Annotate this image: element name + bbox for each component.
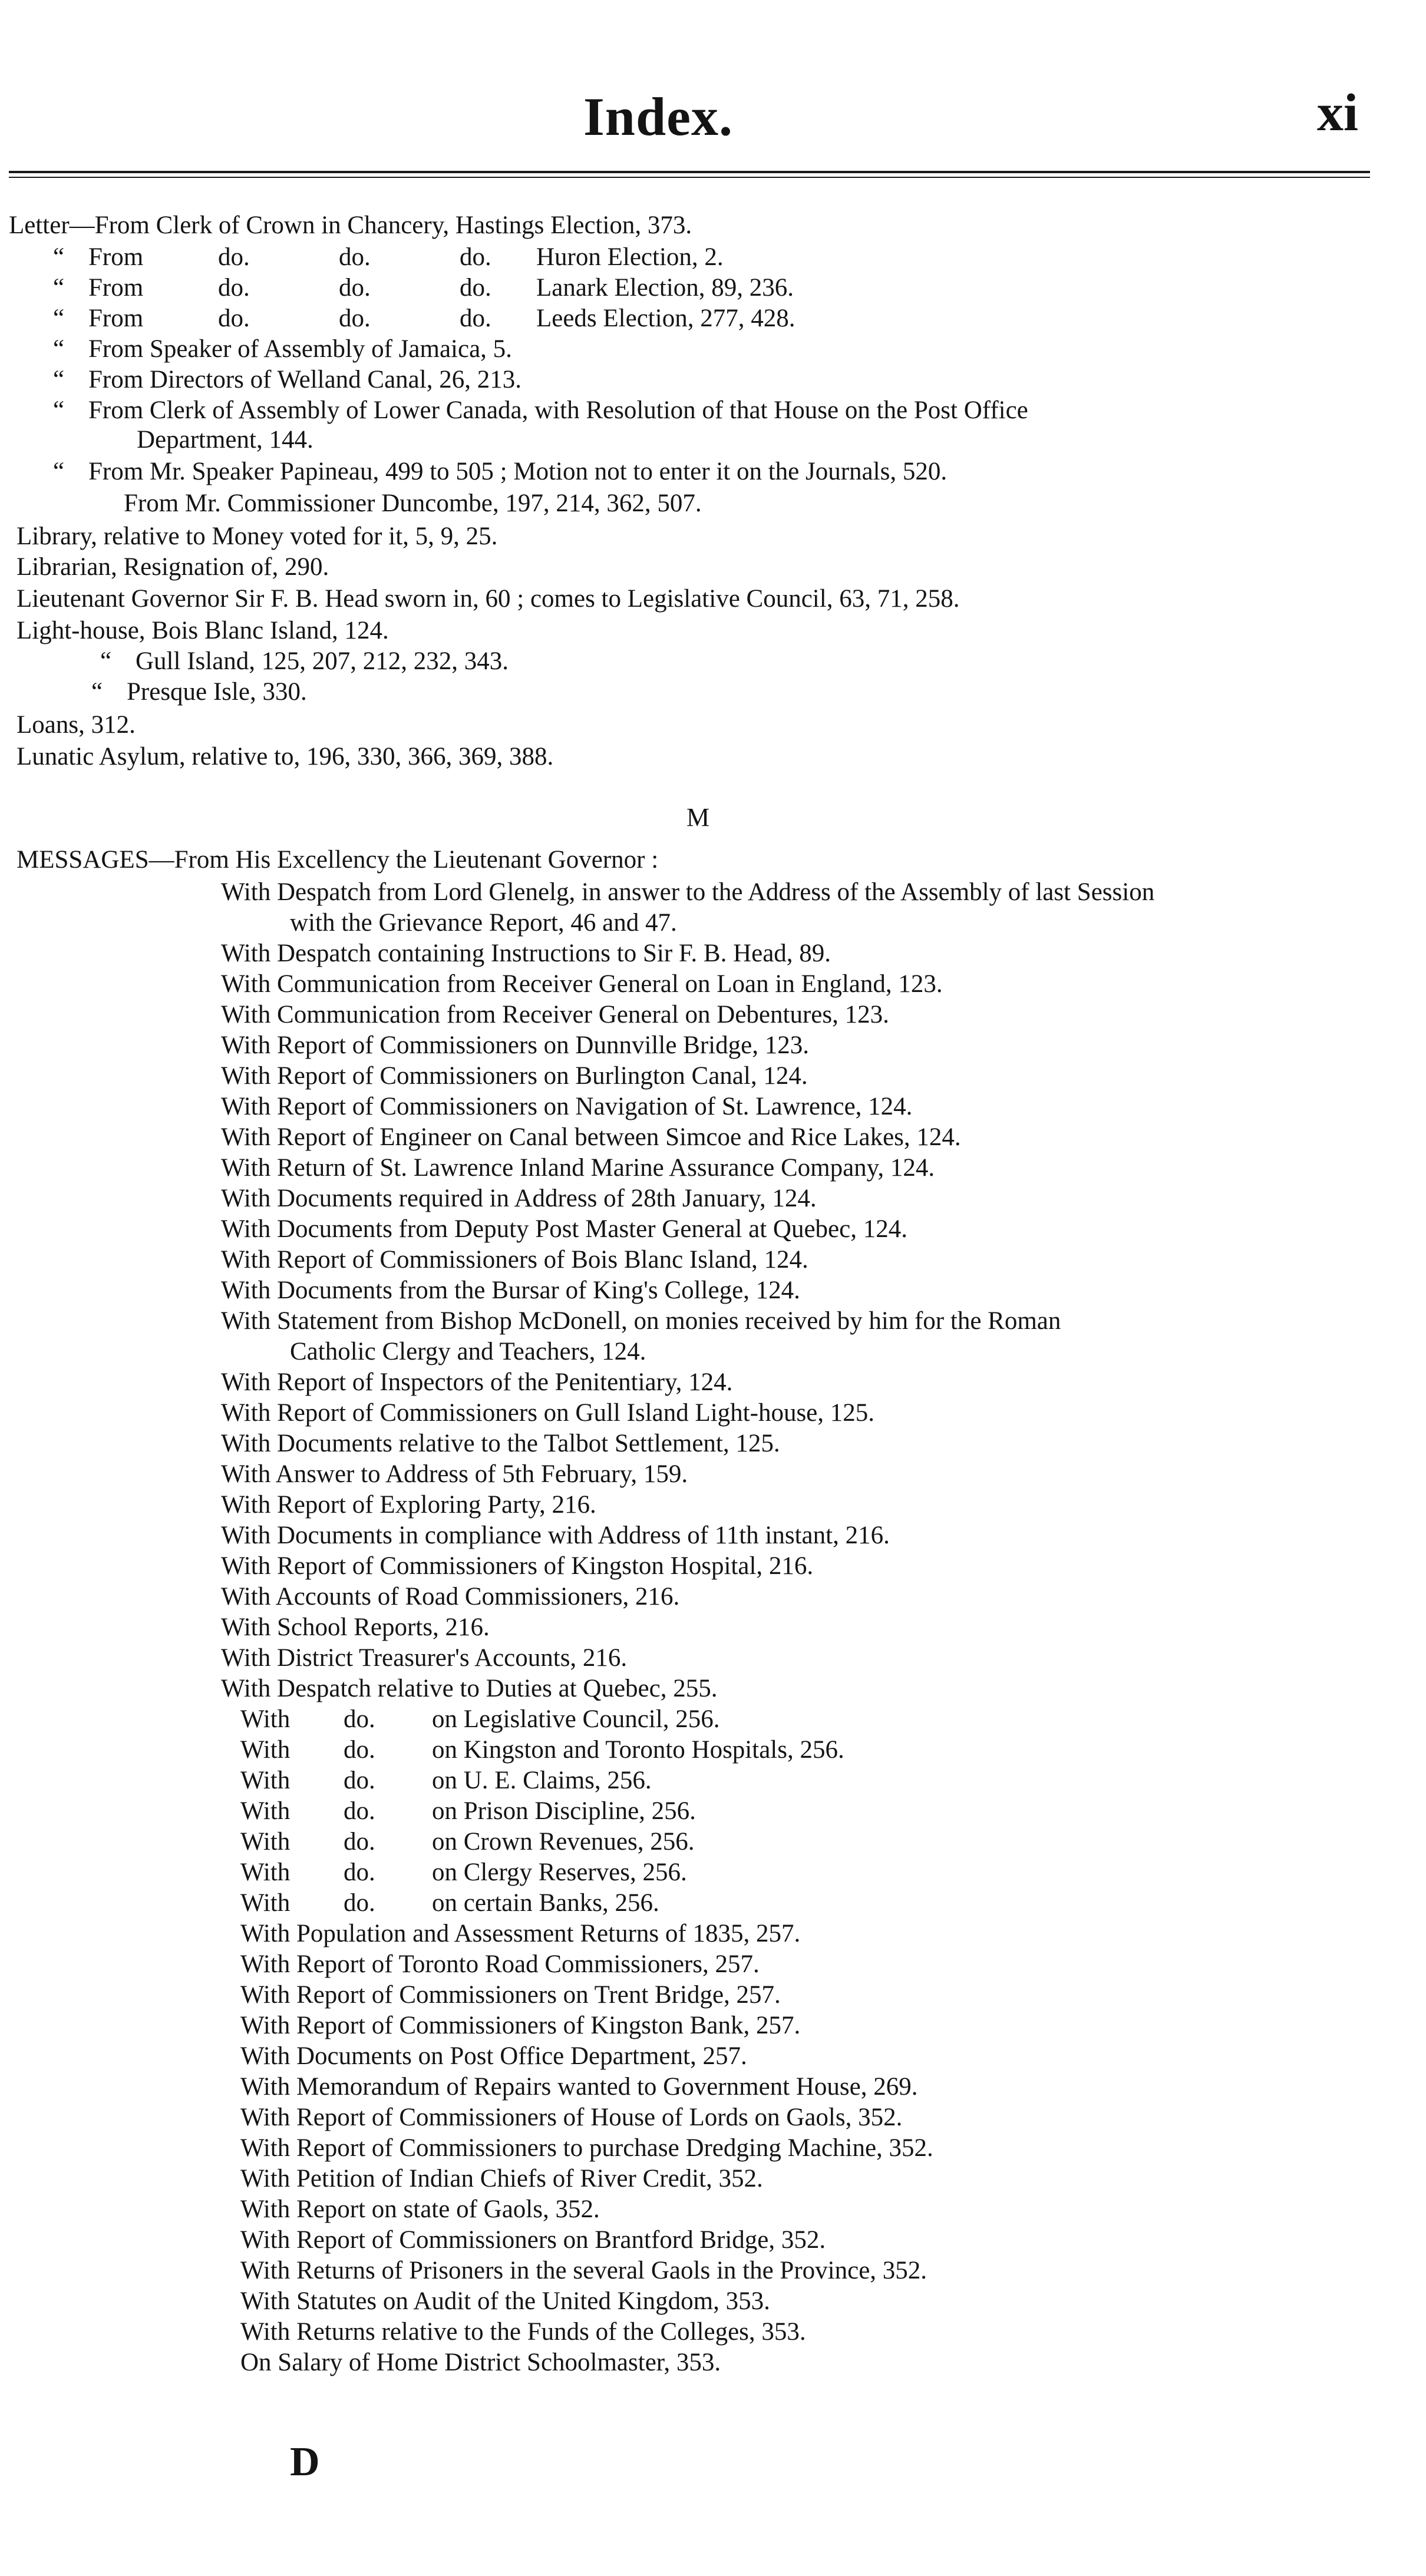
message-item: With Report of Engineer on Canal between Simcoe and Rice Lakes, 124. xyxy=(221,1123,961,1151)
message-item: With Communication from Receiver General on Loan in England, 123. xyxy=(221,970,943,998)
message-item: With Returns of Prisoners in the several Gaols in the Province, 352. xyxy=(240,2257,927,2284)
section-letter: M xyxy=(686,803,710,832)
index-entry-letter-sub xyxy=(53,273,794,303)
header-rule-bottom xyxy=(9,177,1370,178)
message-item: with the Grievance Report, 46 and 47. xyxy=(290,909,677,937)
entry-cell: do. xyxy=(460,274,491,302)
entry-text: From Directors of Welland Canal, 26, 213. xyxy=(88,366,521,393)
message-item: With Petition of Indian Chiefs of River Credit, 352. xyxy=(240,2165,763,2193)
message-item: With Population and Assessment Returns of 1835, 257. xyxy=(240,1920,801,1947)
entry-text: Presque Isle, 330. xyxy=(127,678,307,706)
entry-cell: do. xyxy=(218,305,250,332)
message-cell: on Crown Revenues, 256. xyxy=(432,1828,695,1856)
message-item xyxy=(240,1705,719,1734)
index-entry-letter-sub: From Mr. Commissioner Duncombe, 197, 214, 362, 507. xyxy=(124,490,702,517)
message-item: With Report of Exploring Party, 216. xyxy=(221,1491,596,1519)
message-item: With Documents on Post Office Department, 257. xyxy=(240,2042,747,2070)
message-cell: do. xyxy=(344,1705,375,1733)
message-item: With Accounts of Road Commissioners, 216. xyxy=(221,1583,680,1611)
index-entry: Light-house, Bois Blanc Island, 124. xyxy=(16,617,389,644)
message-item: With Report of Commissioners of Kingston Bank, 257. xyxy=(240,2012,801,2039)
index-entry-sub xyxy=(100,647,509,676)
entry-text: From Speaker of Assembly of Jamaica, 5. xyxy=(88,335,512,363)
message-item xyxy=(240,1797,696,1826)
message-cell: on Kingston and Toronto Hospitals, 256. xyxy=(432,1736,844,1764)
ditto-mark: “ xyxy=(53,243,65,271)
entry-cell: do. xyxy=(339,305,371,332)
message-cell: on Prison Discipline, 256. xyxy=(432,1797,696,1825)
ditto-mark: “ xyxy=(100,647,112,675)
message-cell: on Legislative Council, 256. xyxy=(432,1705,720,1733)
message-item: With Report of Commissioners to purchase Dredging Machine, 352. xyxy=(240,2134,933,2162)
index-entry-letter-sub xyxy=(53,335,512,364)
message-cell: on Clergy Reserves, 256. xyxy=(432,1859,687,1886)
message-item: With Report of Commissioners of Kingston Hospital, 216. xyxy=(221,1552,814,1580)
ditto-mark: “ xyxy=(53,458,65,485)
message-cell: do. xyxy=(344,1767,375,1794)
message-item: With Memorandum of Repairs wanted to Government House, 269. xyxy=(240,2073,918,2101)
message-item: With Communication from Receiver General on Debentures, 123. xyxy=(221,1001,889,1029)
index-entry-letter-sub xyxy=(53,365,521,395)
entry-cell: do. xyxy=(218,274,250,302)
index-entry: Library, relative to Money voted for it, 5, 9, 25. xyxy=(16,523,498,550)
message-item: With Documents required in Address of 28th January, 124. xyxy=(221,1185,817,1212)
message-item: With Documents relative to the Talbot Settlement, 125. xyxy=(221,1430,780,1457)
index-entry-letter-sub xyxy=(53,243,724,272)
index-entry-letter-sub xyxy=(53,457,947,487)
message-cell: do. xyxy=(344,1859,375,1886)
ditto-mark: “ xyxy=(53,274,65,302)
message-cell: With xyxy=(240,1828,291,1856)
message-item: With Despatch containing Instructions to Sir F. B. Head, 89. xyxy=(221,940,831,967)
message-item xyxy=(240,1766,652,1795)
message-item xyxy=(240,1889,659,1918)
message-item: With Statement from Bishop McDonell, on monies received by him for the Roman xyxy=(221,1307,1061,1335)
message-item: With School Reports, 216. xyxy=(221,1613,490,1641)
entry-cell: From xyxy=(88,274,144,302)
index-entry: Loans, 312. xyxy=(16,711,136,739)
message-item: With Report of Commissioners of Bois Blanc Island, 124. xyxy=(221,1246,808,1274)
message-item: With Report of Commissioners on Gull Island Light-house, 125. xyxy=(221,1399,875,1427)
index-entry-letter-sub xyxy=(53,396,1028,425)
entry-cell: Huron Election, 2. xyxy=(536,243,724,271)
message-item: Catholic Clergy and Teachers, 124. xyxy=(290,1338,646,1365)
entry-cell: Lanark Election, 89, 236. xyxy=(536,274,794,302)
message-cell: With xyxy=(240,1889,291,1917)
message-cell: With xyxy=(240,1767,291,1794)
ditto-mark: “ xyxy=(91,678,103,706)
index-entry-continuation: Department, 144. xyxy=(137,426,313,454)
message-cell: on U. E. Claims, 256. xyxy=(432,1767,652,1794)
message-item xyxy=(240,1735,844,1765)
message-item: With Statutes on Audit of the United Kingdom, 353. xyxy=(240,2287,770,2315)
index-entry-letter: Letter—From Clerk of Crown in Chancery, Hastings Election, 373. xyxy=(9,211,692,239)
entry-cell: Leeds Election, 277, 428. xyxy=(536,305,795,332)
message-item: With Report on state of Gaols, 352. xyxy=(240,2195,600,2223)
message-item: With Documents from the Bursar of King's College, 124. xyxy=(221,1277,800,1304)
message-cell: do. xyxy=(344,1736,375,1764)
message-item: With Answer to Address of 5th February, 159. xyxy=(221,1460,688,1488)
entry-cell: do. xyxy=(339,274,371,302)
message-item: With Report of Commissioners on Navigation of St. Lawrence, 124. xyxy=(221,1093,913,1120)
message-cell: With xyxy=(240,1705,291,1733)
page-title: Index. xyxy=(583,87,733,147)
ditto-mark: “ xyxy=(53,305,65,332)
message-cell: With xyxy=(240,1736,291,1764)
index-entry: Librarian, Resignation of, 290. xyxy=(16,553,329,581)
message-item: With District Treasurer's Accounts, 216. xyxy=(221,1644,628,1672)
message-item: With Documents from Deputy Post Master General at Quebec, 124. xyxy=(221,1215,907,1243)
message-item: With Report of Inspectors of the Penitentiary, 124. xyxy=(221,1368,733,1396)
message-item: With Report of Toronto Road Commissioners, 257. xyxy=(240,1950,760,1978)
index-entry-letter-sub xyxy=(53,304,795,333)
message-cell: With xyxy=(240,1797,291,1825)
entry-cell: From xyxy=(88,243,144,271)
message-item: With Returns relative to the Funds of the Colleges, 353. xyxy=(240,2318,806,2346)
message-cell: do. xyxy=(344,1828,375,1856)
entry-cell: do. xyxy=(339,243,371,271)
message-cell: do. xyxy=(344,1889,375,1917)
message-item: With Return of St. Lawrence Inland Marine Assurance Company, 124. xyxy=(221,1154,935,1182)
messages-heading: MESSAGES—From His Excellency the Lieutenant Governor : xyxy=(16,846,659,874)
message-item xyxy=(240,1827,694,1857)
message-item: With Report of Commissioners of House of Lords on Gaols, 352. xyxy=(240,2104,903,2131)
message-item: With Report of Commissioners on Brantford Bridge, 352. xyxy=(240,2226,826,2254)
message-item: With Report of Commissioners on Dunnville Bridge, 123. xyxy=(221,1031,809,1059)
ditto-mark: “ xyxy=(53,396,65,424)
index-entry: Lieutenant Governor Sir F. B. Head sworn in, 60 ; comes to Legislative Council, 63, 71, 258. xyxy=(16,585,960,613)
message-item: With Report of Commissioners on Trent Bridge, 257. xyxy=(240,1981,781,2009)
entry-text: From Mr. Speaker Papineau, 499 to 505 ; Motion not to enter it on the Journals, 520. xyxy=(88,458,948,485)
message-item: With Despatch relative to Duties at Quebec, 255. xyxy=(221,1675,718,1702)
message-item xyxy=(240,1858,687,1887)
header-rule-top xyxy=(9,171,1370,173)
message-item: With Report of Commissioners on Burlington Canal, 124. xyxy=(221,1062,808,1090)
message-item: With Despatch from Lord Glenelg, in answer to the Address of the Assembly of last Session xyxy=(221,878,1155,906)
entry-cell: do. xyxy=(460,305,491,332)
message-cell: on certain Banks, 256. xyxy=(432,1889,659,1917)
message-cell: do. xyxy=(344,1797,375,1825)
ditto-mark: “ xyxy=(53,366,65,393)
message-item: With Documents in compliance with Address of 11th instant, 216. xyxy=(221,1522,890,1549)
entry-text: Gull Island, 125, 207, 212, 232, 343. xyxy=(136,647,509,675)
index-entry-sub xyxy=(91,677,307,707)
entry-cell: do. xyxy=(218,243,250,271)
ditto-mark: “ xyxy=(53,335,65,363)
entry-cell: do. xyxy=(460,243,491,271)
entry-cell: From xyxy=(88,305,144,332)
page-number: xi xyxy=(1317,84,1359,142)
signature-mark: D xyxy=(290,2439,320,2485)
message-cell: With xyxy=(240,1859,291,1886)
message-item: On Salary of Home District Schoolmaster, 353. xyxy=(240,2349,721,2376)
index-entry: Lunatic Asylum, relative to, 196, 330, 366, 369, 388. xyxy=(16,743,554,771)
entry-text: From Clerk of Assembly of Lower Canada, with Resolution of that House on the Post Office xyxy=(88,396,1028,424)
